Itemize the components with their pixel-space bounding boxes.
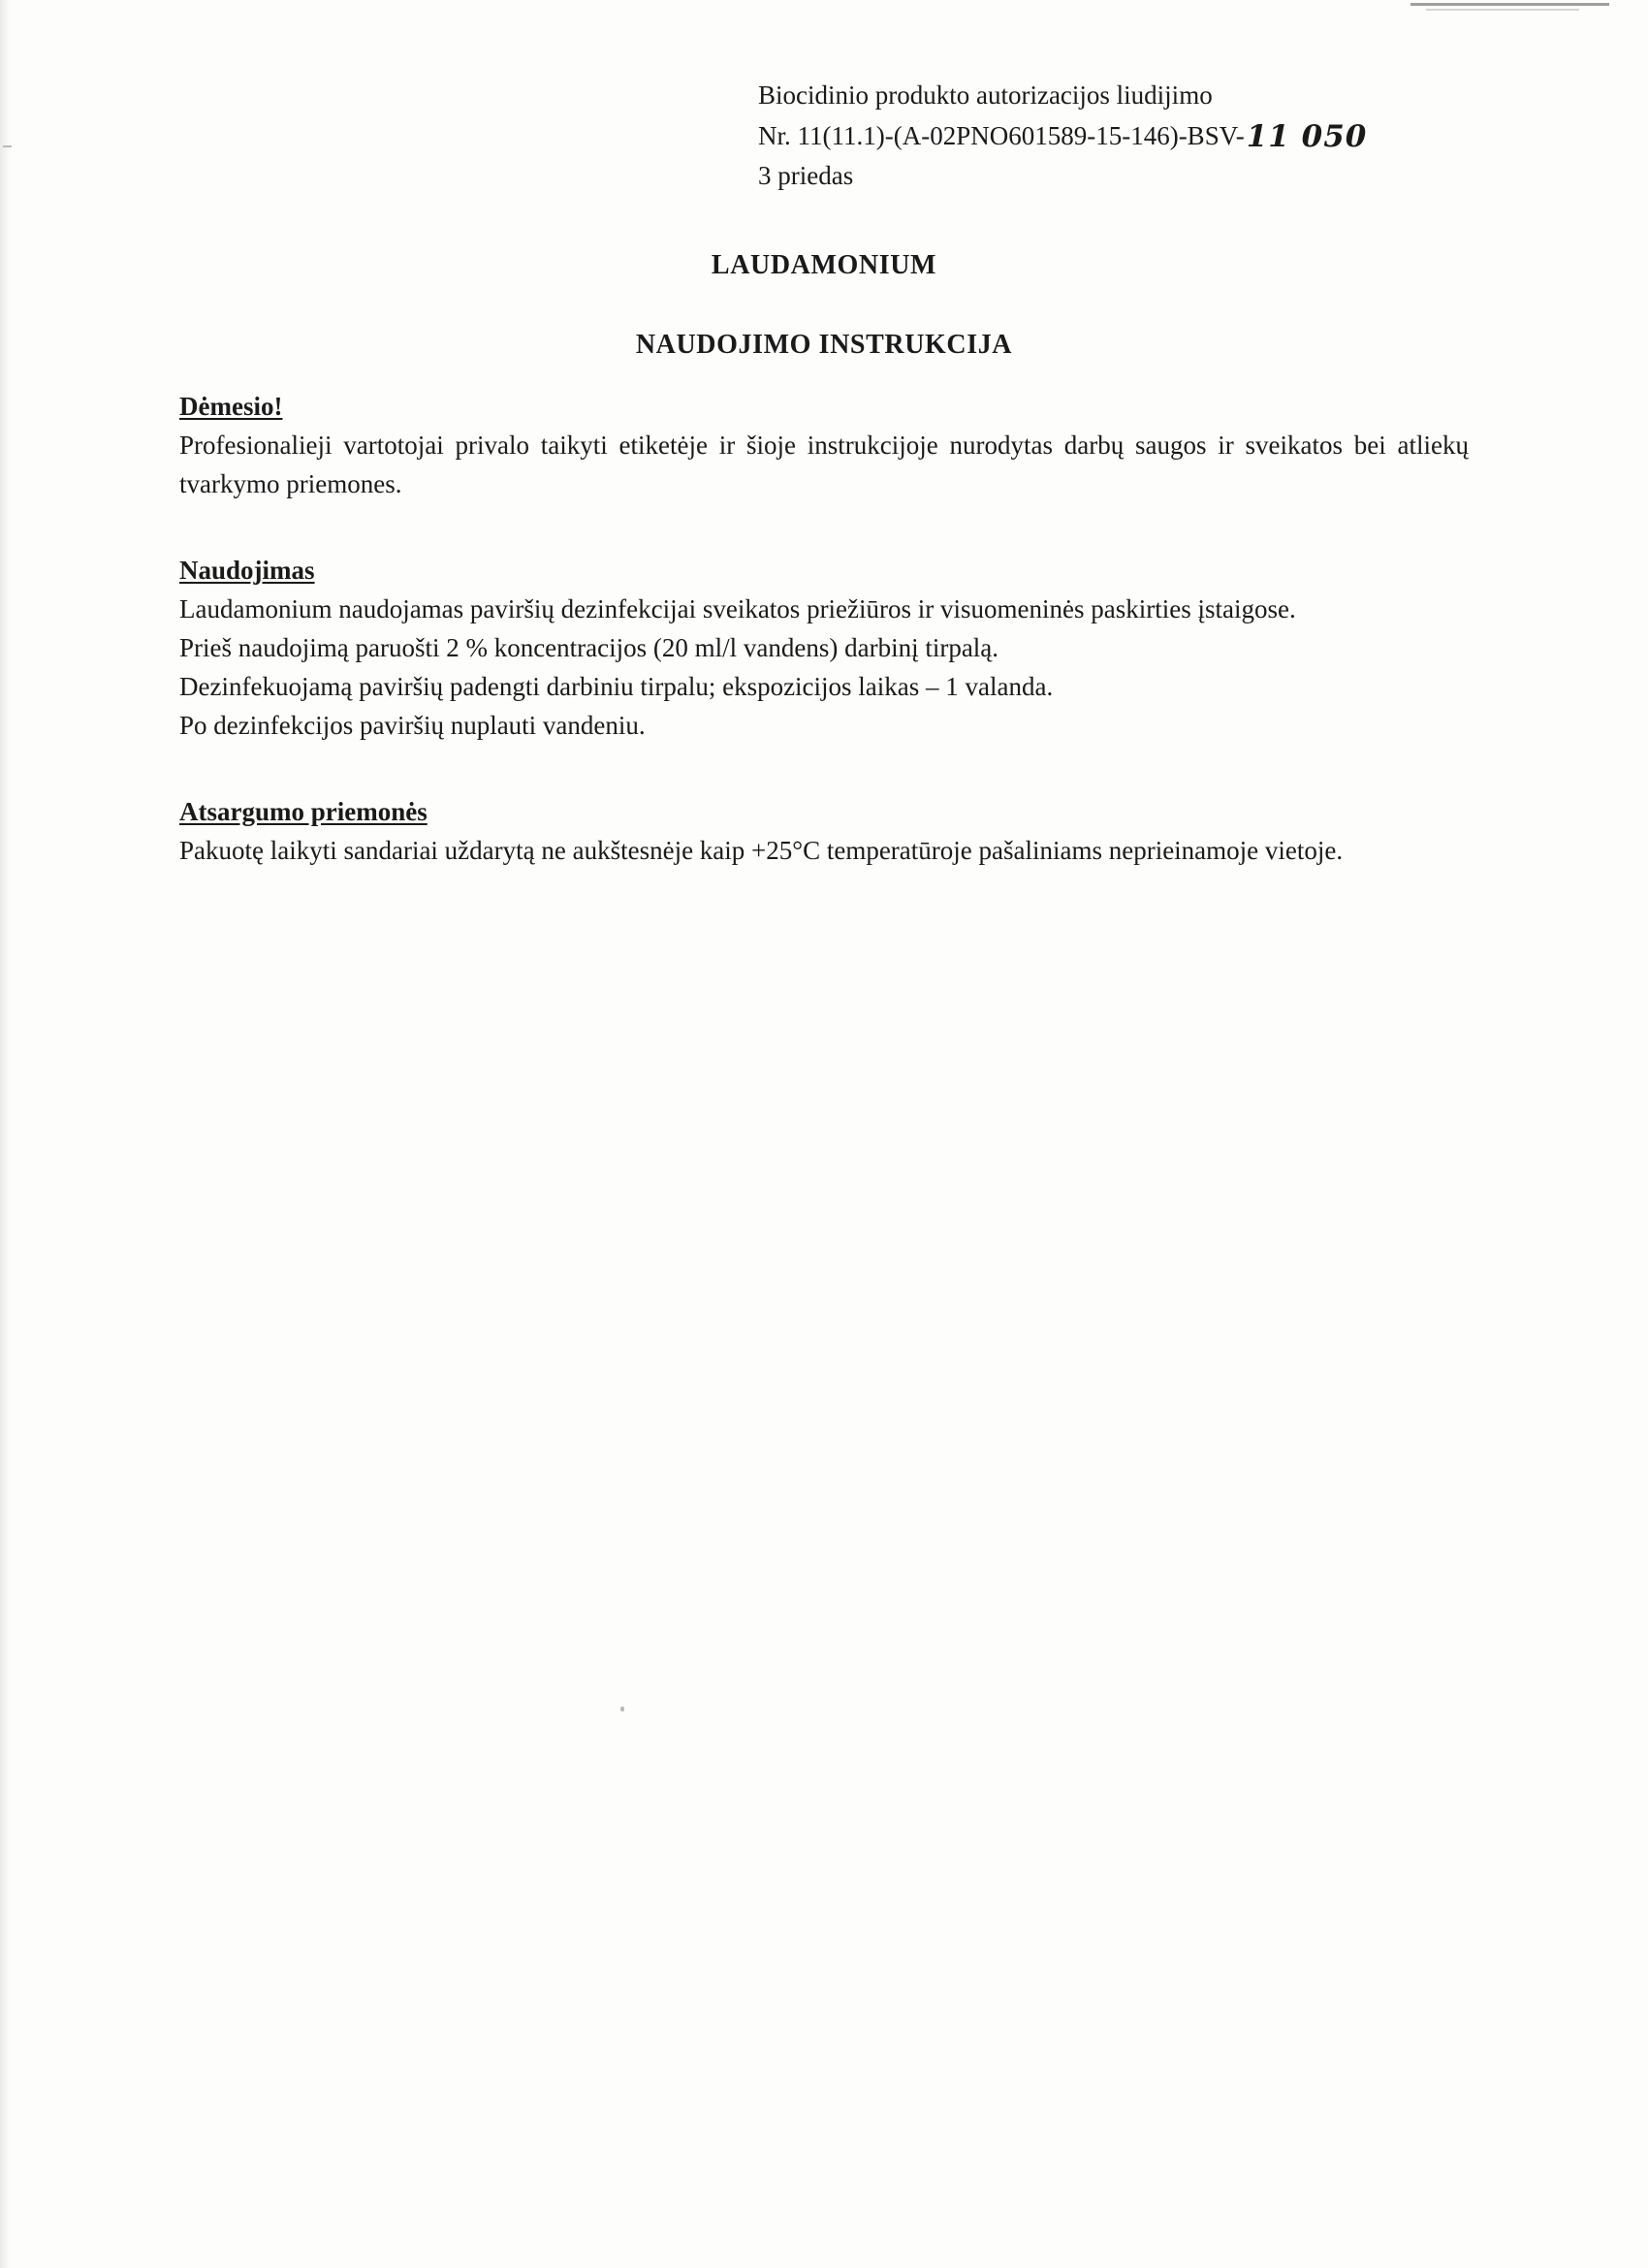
scan-top-line-artifact-secondary [1426, 9, 1579, 11]
section-paragraph: Pakuotę laikyti sandariai uždarytą ne aukštesnėje kaip +25°C temperatūroje pašaliniams neprieinamoje vietoje. [179, 836, 1344, 865]
section-spacer [179, 772, 1469, 797]
section-heading: Naudojimas [179, 556, 315, 585]
header-line-1: Biocidinio produkto autorizacijos liudijimo [758, 80, 1213, 110]
section-demesio [179, 392, 1469, 503]
page-title: LAUDAMONIUM [711, 250, 937, 280]
page-subtitle: NAUDOJIMO INSTRUKCIJA [635, 330, 1013, 360]
scan-speck-artifact [3, 145, 12, 147]
header-line-2 [758, 115, 1553, 156]
authorization-number: Nr. 11(11.1)-(A-02PNO601589-15-146)-BSV- [758, 121, 1245, 150]
section-naudojimas [179, 556, 1469, 745]
section-paragraph: Po dezinfekcijos paviršių nuplauti vandeniu. [179, 711, 646, 740]
section-spacer [179, 530, 1469, 556]
section-atsargumo-priemones [179, 797, 1469, 870]
document-header [758, 76, 1553, 196]
section-paragraph: Profesionalieji vartotojai privalo taikyti etiketėje ir šioje instrukcijoje nurodytas darbų saugos ir sveikatos bei atliekų tvarkymo priemones. [179, 431, 1469, 498]
handwritten-number: 11 050 [1246, 119, 1368, 154]
document-body [179, 392, 1469, 897]
header-line-3: 3 priedas [758, 161, 854, 190]
section-heading: Atsargumo priemonės [179, 797, 428, 826]
scan-dot-artifact [620, 1707, 624, 1711]
scan-top-line-artifact [1410, 3, 1609, 6]
section-heading: Dėmesio! [179, 392, 283, 421]
section-paragraph: Laudamonium naudojamas paviršių dezinfekcijai sveikatos priežiūros ir visuomeninės paskirties įstaigose. [179, 594, 1296, 623]
section-paragraph: Prieš naudojimą paruošti 2 % koncentracijos (20 ml/l vandens) darbinį tirpalą. [179, 633, 999, 662]
section-paragraph: Dezinfekuojamą paviršių padengti darbiniu tirpalu; ekspozicijos laikas – 1 valanda. [179, 672, 1054, 701]
